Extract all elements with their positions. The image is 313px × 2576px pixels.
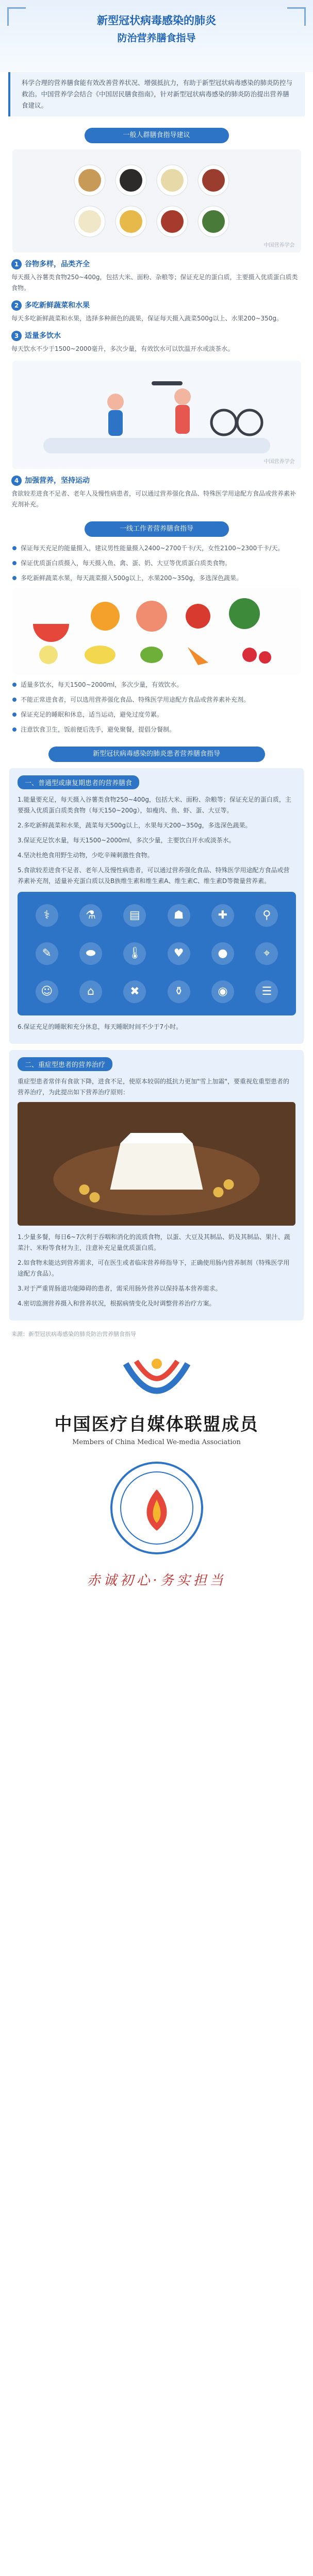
seal-emblem-icon: [112, 1464, 201, 1552]
list-item: 保证充足的睡眠和休息，适当运动，避免过度劳累。: [11, 709, 302, 720]
paragraph: 重症型患者常伴有食欲下降，进食不足，使原本较弱的抵抗力更加"雪上加霜"，要重视危重型患者的营养治疗，为此提出如下营养治疗原则：: [18, 1078, 290, 1096]
tip-item: [11, 259, 302, 294]
heartbeat-icon: ♥: [168, 942, 190, 965]
people-exercising-illustration: [12, 361, 301, 469]
list-item: 适量多饮水，每天1500~2000ml，多次少量，有效饮水。: [11, 680, 302, 690]
eye-icon: ◉: [211, 980, 234, 1003]
flask-icon: ⚱: [168, 980, 190, 1003]
paragraph: 1.少量多餐，每日6~7次利于吞咽和消化的流质食物，以蛋、大豆及其制品、奶及其制品、果汁、蔬菜汁、米粉等食材为主，注意补充足量优质蛋白质。: [18, 1233, 290, 1251]
tooth-icon: ☗: [168, 904, 190, 927]
tip-text: 每天摄入谷薯类食物250~400g，包括大米、面粉、杂粮等；保证充足的蛋白质，主要摄入优质蛋白质类食物。: [11, 274, 298, 292]
hospital-icon: ⌂: [79, 980, 102, 1003]
bandage-icon: ✖: [123, 980, 146, 1003]
hospital-seal: [110, 1462, 203, 1554]
tip-item: [11, 475, 302, 510]
paragraph: 3.保证充足饮水量，每天1500~2000ml，多次少量，主要饮白开水或淡茶水。: [18, 837, 235, 844]
tip-text: 食欲较差进食不足者、老年人及慢性病患者，可以通过营养强化食品、特殊医学用途配方食品或营养素补充剂补充。: [11, 490, 296, 508]
fruit-veg-photo: [12, 588, 301, 675]
capsule-icon: ⬬: [79, 942, 102, 965]
paragraph: 1.能量要充足，每天摄入谷薯类食物250~400g，包括大米、面粉、杂粮等；保证充足的蛋白质，主要摄入优质蛋白质类食物（每天150~200g），如瘦肉、鱼、虾、蛋、大豆等。: [18, 796, 291, 814]
exercise-illustration: [12, 361, 301, 469]
association-logo: [105, 1348, 208, 1405]
section-header-frontline: 一线工作者营养膳食指导: [85, 521, 229, 537]
box-heading: 一、普通型或康复期患者的营养膳食: [18, 775, 139, 789]
paragraph: 2.多吃新鲜蔬菜和水果，蔬菜每天500g以上，水果每天200~350g，多选深色蔬果。: [18, 822, 252, 829]
frontline-tips-list: [11, 543, 302, 584]
tip-title: 加强营养，坚持运动: [25, 477, 90, 485]
corner-decoration: [7, 7, 26, 26]
tip-title: 多吃新鲜蔬菜和水果: [25, 301, 90, 310]
tip-title: 谷物多样，品类齐全: [25, 260, 90, 268]
guidance-box-general: [9, 768, 304, 1044]
tofu-photo: [18, 1102, 295, 1226]
tip-item: [11, 330, 302, 354]
photo-caption: 中国营养学会: [263, 243, 295, 248]
list-item: 保证每天充足的能量摄入，建议男性能量摄入2400~2700千卡/天，女性2100~2300千卡/天。: [11, 543, 302, 554]
slogan: 赤诚初心·务实担当: [87, 1573, 226, 1588]
medical-icon-grid: [18, 892, 296, 1015]
tablet-icon: ●: [211, 942, 234, 965]
stethoscope-icon: ⚕: [36, 904, 58, 927]
ribbon-logo-icon: [105, 1348, 208, 1405]
box-heading: 二、重症型患者的营养治疗: [18, 1057, 112, 1071]
pill-bottle-icon: ⚗: [79, 904, 102, 927]
page-subtitle: 防治营养膳食指导: [117, 32, 196, 44]
grains-bowls-illustration: [12, 149, 301, 252]
list-item: 注意饮食卫生，饭前便后洗手，避免聚餐，提倡分餐制。: [11, 724, 302, 735]
tip-text: 每天饮水不少于1500~2000毫升，多次少量，有效饮水可以饮温开水或淡茶水。: [11, 345, 234, 352]
source-note: 来源：新型冠状病毒感染的肺炎防治营养膳食指导: [11, 1331, 136, 1337]
clipboard-icon: ▤: [123, 904, 146, 927]
paragraph: 4.密切监测营养摄入和营养状况，根据病情变化及时调整营养治疗方案。: [18, 1300, 216, 1307]
medical-cross-icon: ✚: [211, 904, 234, 927]
hero-header: [0, 0, 313, 72]
guidance-box-severe: [9, 1050, 304, 1320]
tofu-soybeans-illustration: [18, 1102, 295, 1226]
list-item: 不能正常进食者，可以选用营养强化食品、特殊医学用途配方食品或营养素补充剂。: [11, 694, 302, 705]
fruits-vegetables-illustration: [12, 588, 301, 675]
tip-title: 适量多饮水: [25, 332, 61, 340]
section-header-patients: 新型冠状病毒感染的肺炎患者营养膳食指导: [48, 747, 265, 762]
syringe-icon: ✎: [36, 942, 58, 965]
association-english-title: Members of China Medical We-media Association: [72, 1438, 241, 1446]
frontline-tips-list-2: [11, 680, 302, 735]
list-item: 多吃新鲜蔬菜水果，每天蔬菜摄入500g以上，水果200~350g，多选深色蔬果。: [11, 573, 302, 584]
tip-number: 4: [11, 476, 22, 486]
corner-decoration: [287, 7, 306, 26]
tip-number: 3: [11, 331, 22, 341]
footer: [0, 1348, 313, 1599]
ribbon-icon: ⚲: [255, 904, 278, 927]
paragraph: 2.如食物未能达到营养需求，可在医生或者临床营养师指导下，正确使用肠内营养制剂（特殊医学用途配方食品）。: [18, 1259, 290, 1277]
paragraph: 6.保证充足的睡眠和充分休息，每天睡眠时间不少于7小时。: [18, 1023, 183, 1030]
food-photo: [12, 149, 301, 252]
microscope-icon: ⌖: [255, 942, 278, 965]
list-item: 保证优质蛋白质摄入，每天摄入鱼、禽、蛋、奶、大豆等优质蛋白质类食物。: [11, 558, 302, 569]
page-title: 新型冠状病毒感染的肺炎: [97, 14, 216, 27]
paragraph: 3.对于严重胃肠道功能障碍的患者，需采用肠外营养以保持基本营养需求。: [18, 1285, 222, 1292]
tip-text: 每天多吃新鲜蔬菜和水果，选择多种颜色的蔬果，保证每天摄入蔬菜500g以上、水果200~350g。: [11, 315, 283, 322]
photo-caption: 中国营养学会: [263, 459, 295, 465]
section-header-general: 一般人群膳食指导建议: [85, 128, 229, 143]
document-icon: ☰: [255, 980, 278, 1003]
tip-number: 2: [11, 300, 22, 311]
tip-number: 1: [11, 259, 22, 269]
tip-item: [11, 300, 302, 324]
intro-paragraph: 科学合理的营养膳食能有效改善营养状况、增强抵抗力，有助于新型冠状病毒感染的肺炎防控与救治。中国营养学会结合《中国居民膳食指南》，针对新型冠状病毒感染的肺炎防治提出营养膳食建议。: [8, 72, 305, 116]
association-title: 中国医疗自媒体联盟成员: [54, 1414, 259, 1435]
thermometer-icon: 🌡: [123, 942, 146, 965]
doctor-icon: ☺: [36, 980, 58, 1003]
paragraph: 5.食欲较差进食不足者、老年人及慢性病患者，可以通过营养强化食品、特殊医学用途配方食品或营养素补充剂，适量补充蛋白质以及B族维生素和维生素A、维生素C、维生素D等微量营养素。: [18, 867, 290, 885]
paragraph: 4.坚决杜绝食用野生动物，少吃辛辣刺激性食物。: [18, 852, 154, 859]
